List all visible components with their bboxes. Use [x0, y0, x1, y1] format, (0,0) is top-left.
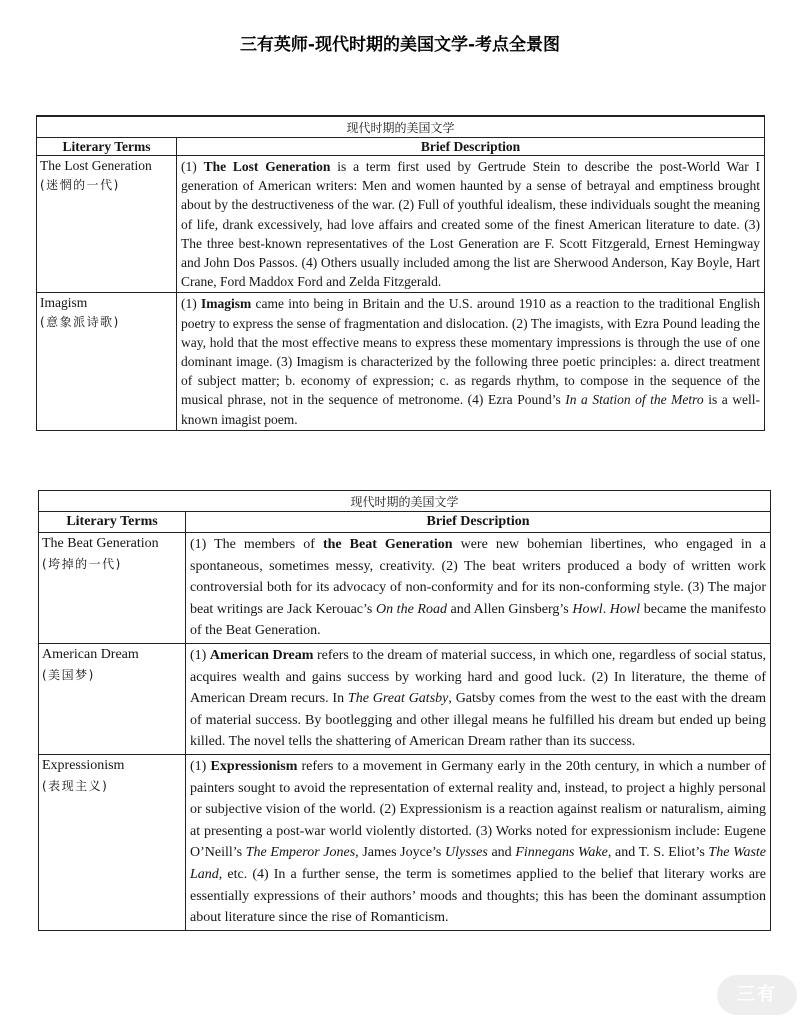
description-text: and Allen Ginsberg’s [446, 601, 573, 617]
column-header-terms: Literary Terms [39, 512, 186, 533]
term-highlight: Imagism [201, 296, 252, 312]
term-highlight: The Lost Generation [203, 159, 331, 174]
description-text: (1) The members of [190, 537, 323, 552]
term-chinese: (意象派诗歌) [40, 314, 120, 329]
term-cell [37, 156, 177, 293]
description-text: , James Joyce’s [355, 845, 446, 861]
description-text: and [487, 845, 516, 861]
term-english: The Lost Generation [40, 158, 152, 173]
work-title: Finnegans Wake [515, 845, 608, 861]
description-text: , and T. S. Eliot’s [607, 845, 709, 861]
description-text: is a well-known imagist poem. [181, 392, 761, 427]
description-text: (1) [181, 159, 204, 174]
column-header-description: Brief Description [177, 138, 765, 156]
work-title: The Great Gatsby [347, 691, 449, 707]
table-row [37, 156, 765, 293]
description-cell [177, 156, 765, 293]
work-title: Ulysses [445, 845, 488, 861]
description-text: were new bohemian libertines, who engaged in a spontaneous, sometimes messy, creativity. (2) The beat writers produced a body of written work controversial both for its advocacy of non-conformity and for its non-conforming style. (3) The major beat writings are Jack Kerouac’s [190, 537, 767, 617]
work-title: The Emperor Jones [245, 845, 356, 861]
term-chinese: (垮掉的一代) [42, 557, 122, 571]
description-text: , Gatsby comes from the west to the east with the dream of material success. By bootlegging and other illegal means he fulfilled his dream but ended up being killed. The novel tells the shattering of American Dream rather than its success. [190, 691, 767, 750]
description-text: , etc. (4) In a further sense, the term is sometimes applied to the belief that literary works are essentially expressions of their authors’ moods and thoughts; this has been the dominant assumption about literature since the rise of Romanticism. [190, 866, 767, 926]
term-english: The Beat Generation [42, 536, 159, 551]
description-cell [177, 293, 765, 430]
description-cell [186, 643, 771, 754]
description-text: became the manifesto of the Beat Generation. [190, 601, 767, 639]
description-text: . [602, 601, 610, 617]
table-row [37, 293, 765, 430]
work-title: On the Road [375, 601, 447, 617]
term-cell [39, 533, 186, 644]
term-highlight: American Dream [209, 647, 314, 663]
term-chinese: (迷惘的一代) [40, 177, 120, 192]
description-text: came into being in Britain and the U.S. around 1910 as a reaction to the traditional English poetry to express the sense of fragmentation and dislocation. (2) The imagists, with Ezra Pound leading the way, hold that the most effective means to express these momentary impressions is through the use of one dominant image. (3) Imagism is characterized by the following three poetic principles: a. direct treatment of subject matter; b. economy of expression; c. as regards rhythm, to compose in the sequence of the musical phrase, not in the sequence of metronome. (4) Ezra Pound’s [181, 296, 761, 408]
term-english: American Dream [42, 646, 139, 662]
description-cell [186, 533, 771, 644]
table-row [39, 643, 771, 754]
table-row [39, 754, 771, 930]
table-body [39, 533, 771, 931]
term-chinese: (美国梦) [42, 667, 95, 682]
page-title: 三有英师-现代时期的美国文学-考点全景图 [239, 35, 561, 55]
term-cell [39, 754, 186, 930]
table-caption: 现代时期的美国文学 [39, 491, 771, 512]
description-text: is a term first used by Gertrude Stein to describe the post-World War I generation of American writers: Men and women haunted by a sense of betrayal and emptiness brought about by the destructiveness of the war. (2) Full of youthful idealism, these individuals sought the meaning of life, drank excessively, had love affairs and created some of the finest American literature to date. (3) The three best-known representatives of the Lost Generation are F. Scott Fitzgerald, Ernest Hemingway and John Dos Passos. (4) Others usually included among the list are Sherwood Anderson, Kay Boyle, Hart Crane, Ford Maddox Ford and Zelda Fitzgerald. [181, 159, 761, 290]
description-text: refers to a movement in Germany early in the 20th century, in which a number of painters sought to avoid the representation of external reality and, instead, to project a highly personal or subjective vision of the world. (2) Expressionism is a reaction against realism or naturalism, aiming at presenting a post-war world violently distorted. (3) Works noted for expressionism include: Eugene O’Neill’s [190, 758, 767, 861]
column-header-terms: Literary Terms [37, 138, 177, 156]
work-title: Howl [572, 601, 603, 617]
term-chinese: (表现主义) [42, 778, 109, 793]
work-title: The Waste Land [190, 845, 766, 882]
term-english: Expressionism [42, 757, 125, 773]
term-highlight: Expressionism [210, 758, 298, 774]
watermark-logo: 三有 [717, 975, 797, 1015]
term-cell [39, 643, 186, 754]
table-row [39, 533, 771, 644]
column-header-description: Brief Description [186, 512, 771, 533]
description-cell [186, 754, 771, 930]
description-text: (1) [181, 296, 201, 312]
literary-terms-table-2 [38, 490, 771, 931]
literary-terms-table-1 [36, 115, 765, 431]
table-body [37, 156, 765, 431]
description-text: (1) [190, 758, 211, 774]
table-caption: 现代时期的美国文学 [37, 116, 765, 138]
description-text: refers to the dream of material success, in which one, regardless of social status, acquires wealth and gains success by working hard and good luck. (2) In literature, the theme of American Dream recurs. In [190, 647, 767, 707]
description-text: (1) [190, 647, 210, 663]
term-english: Imagism [40, 295, 88, 311]
term-cell [37, 293, 177, 430]
work-title: In a Station of the Metro [565, 392, 704, 408]
term-highlight: the Beat Generation [322, 537, 453, 552]
work-title: Howl [609, 601, 641, 617]
